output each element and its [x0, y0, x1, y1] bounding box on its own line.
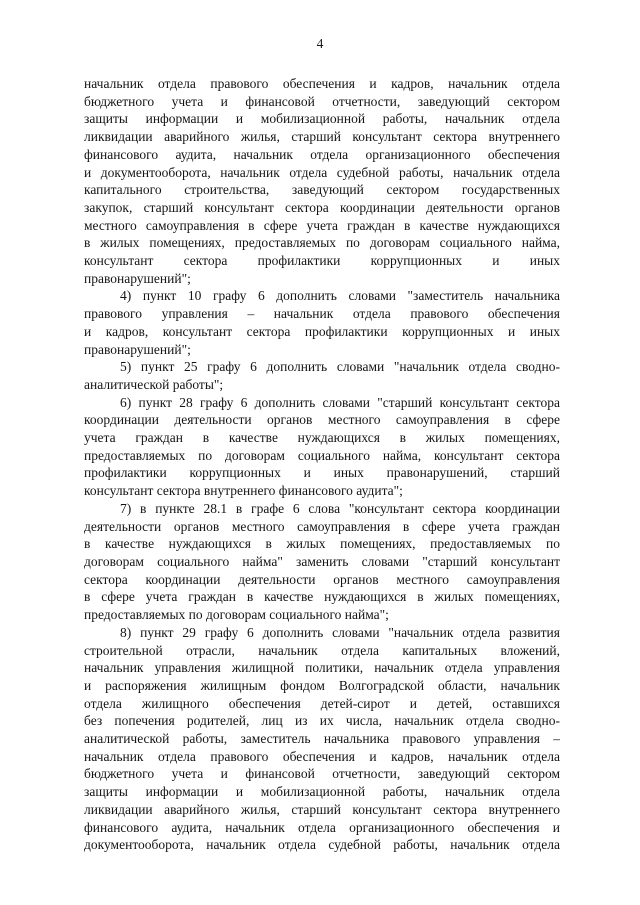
text-line: аналитической работы, заместитель начальника правового управления –	[84, 731, 560, 747]
text-line: начальник отдела правового обеспечения и кадров, начальник отдела	[84, 748, 560, 764]
text-line: в качестве нуждающихся в жилых помещениях, предоставляемых по	[84, 536, 560, 552]
text-line: деятельности органов местного самоуправления в сфере учета граждан	[84, 518, 560, 534]
text-line: и документооборота, начальник отдела судебной работы, начальник отдела	[84, 164, 560, 180]
text-line: правонарушений";	[84, 270, 191, 286]
text-line: 5) пункт 25 графу 6 дополнить словами "начальник отдела сводно-	[120, 359, 560, 375]
text-line: защиты информации и мобилизационной работы, начальник отдела	[84, 111, 560, 127]
text-line: бюджетного учета и финансовой отчетности, заведующий сектором	[84, 766, 560, 782]
text-line: 4) пункт 10 графу 6 дополнить словами "заместитель начальника	[120, 288, 560, 304]
text-line: аналитической работы";	[84, 376, 224, 392]
text-line: бюджетного учета и финансовой отчетности, заведующий сектором	[84, 93, 560, 109]
text-line: профилактики коррупционных и иных правонарушений, старший	[84, 465, 560, 481]
text-line: 6) пункт 28 графу 6 дополнить словами "старший консультант сектора	[120, 394, 560, 410]
text-line: начальник отдела правового обеспечения и кадров, начальник отдела	[84, 76, 560, 91]
text-line: консультант сектора внутреннего финансового аудита";	[84, 483, 403, 499]
text-line: координации деятельности органов местного самоуправления в сфере	[84, 412, 560, 428]
text-line: договорам социального найма" заменить словами "старший консультант	[84, 553, 560, 569]
text-line: консультант сектора профилактики коррупционных и иных	[84, 253, 560, 269]
text-line: капитального строительства, заведующий сектором государственных	[84, 182, 560, 198]
text-line: учета граждан в качестве нуждающихся в жилых помещениях,	[84, 430, 560, 446]
text-line: 8) пункт 29 графу 6 дополнить словами "начальник отдела развития	[120, 624, 560, 640]
text-line: правонарушений";	[84, 341, 191, 357]
text-line: защиты информации и мобилизационной работы, начальник отдела	[84, 784, 560, 800]
text-line: строительной отрасли, начальник отдела капитальных вложений,	[84, 642, 560, 658]
text-line: предоставляемых по договорам социального найма, консультант сектора	[84, 447, 560, 463]
text-line: 7) в пункте 28.1 в графе 6 слова "консультант сектора координации	[120, 500, 560, 516]
text-line: начальник управления жилищной политики, начальник отдела управления	[84, 660, 560, 676]
text-line: предоставляемых по договорам социального найма";	[84, 607, 389, 623]
text-line: сектора координации деятельности органов местного самоуправления	[84, 571, 560, 587]
text-line: ликвидации аварийного жилья, старший консультант сектора внутреннего	[84, 129, 560, 145]
text-line: без попечения родителей, лиц из их числа, начальник отдела сводно-	[84, 713, 560, 729]
text-line: отдела жилищного обеспечения детей-сирот и детей, оставшихся	[84, 695, 560, 711]
text-line: местного самоуправления в сфере учета граждан в качестве нуждающихся	[84, 217, 560, 233]
document-body	[84, 75, 560, 854]
text-line: в жилых помещениях, предоставляемых по договорам социального найма,	[84, 235, 560, 251]
text-line: закупок, старший консультант сектора координации деятельности органов	[84, 199, 560, 215]
text-line: и кадров, консультант сектора профилактики коррупционных и иных	[84, 323, 560, 339]
text-line: и распоряжения жилищным фондом Волгоградской области, начальник	[84, 677, 560, 693]
text-line: финансового аудита, начальник отдела организационного обеспечения	[84, 146, 560, 162]
text-line: правового управления – начальник отдела правового обеспечения	[84, 306, 560, 322]
page-number: 4	[316, 36, 324, 51]
text-line: документооборота, начальник отдела судебной работы, начальник отдела	[84, 837, 560, 853]
text-line: ликвидации аварийного жилья, старший консультант сектора внутреннего	[84, 801, 560, 817]
text-line: финансового аудита, начальник отдела организационного обеспечения и	[84, 819, 560, 835]
text-line: в сфере учета граждан в качестве нуждающихся в жилых помещениях,	[84, 589, 560, 605]
